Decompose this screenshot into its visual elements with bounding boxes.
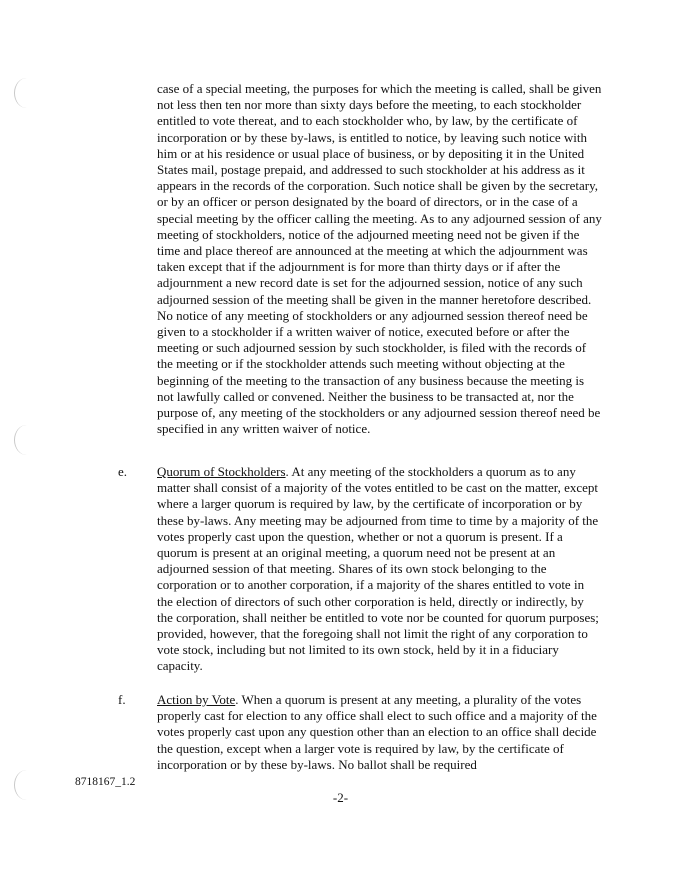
page-number: -2- — [332, 790, 349, 805]
section-f-label: f. — [118, 692, 126, 707]
section-f-body: . When a quorum is present at any meeting, a plurality of the votes properly cast for election to any office shall elect to such office and a majority of the votes properly cast upon any question other than an election to an office shall decide the question, except when a larger vote is required by law, by the certificate of incorporation or by these by-laws. No ballot shall be required — [157, 692, 597, 772]
section-f-heading: Action by Vote — [157, 692, 236, 707]
hole-punch-mark — [14, 425, 39, 455]
section-e-body: . At any meeting of the stockholders a quorum as to any matter shall consist of a majority of the votes entitled to be cast on the matter, except where a larger quorum is required by law, by the certificate of incorporation or by these by-laws. Any meeting may be adjourned from time to time by a majority of the votes properly cast upon the question, whether or not a quorum is present. If a quorum is present at an original meeting, a quorum need not be present at an adjourned session of that meeting. Shares of its own stock belonging to the corporation or to another corporation, if a majority of the shares entitled to vote in the election of directors of such other corporation is held, directly or indirectly, by the corporation, shall neither be entitled to vote nor be counted for quorum purposes; provided, however, that the foregoing shall not limit the right of any corporation to vote stock, including but not limited to its own stock, held by it in a fiduciary capacity. — [157, 464, 599, 674]
section-f-action-paragraph — [157, 692, 603, 773]
section-e-heading: Quorum of Stockholders — [157, 464, 286, 479]
document-id: 8718167_1.2 — [75, 776, 136, 788]
section-e-quorum-paragraph — [157, 464, 603, 675]
hole-punch-mark — [14, 78, 39, 108]
section-e-label: e. — [118, 464, 128, 479]
notice-paragraph-continuation: case of a special meeting, the purposes for which the meeting is called, shall be given not less then ten nor more than sixty days before the meeting, to each stockholder entitled to vote thereat, and to each stockholder who, by law, by the certificate of incorporation or by these by-laws, is entitled to notice, by leaving such notice with him or at his residence or usual place of business, or by depositing it in the United States mail, postage prepaid, and addressed to such stockholder at his address as it appears in the records of the corporation. Such notice shall be given by the secretary, or by an officer or person designated by the board of directors, or in the case of a special meeting by the officer calling the meeting. As to any adjourned session of any meeting of stockholders, notice of the adjourned meeting need not be given if the time and place thereof are announced at the meeting at which the adjournment was taken except that if the adjournment is for more than thirty days or if after the adjournment a new record date is set for the adjourned session, notice of any such adjourned session of the meeting shall be given in the manner heretofore described. No notice of any meeting of stockholders or any adjourned session thereof need be given to a stockholder if a written waiver of notice, executed before or after the meeting or such adjourned session by such stockholder, is filed with the records of the meeting or if the stockholder attends such meeting without objecting at the beginning of the meeting to the transaction of any business because the meeting is not lawfully called or convened. Neither the business to be transacted at, nor the purpose of, any meeting of the stockholders or any adjourned session thereof need be specified in any written waiver of notice. — [157, 81, 602, 437]
